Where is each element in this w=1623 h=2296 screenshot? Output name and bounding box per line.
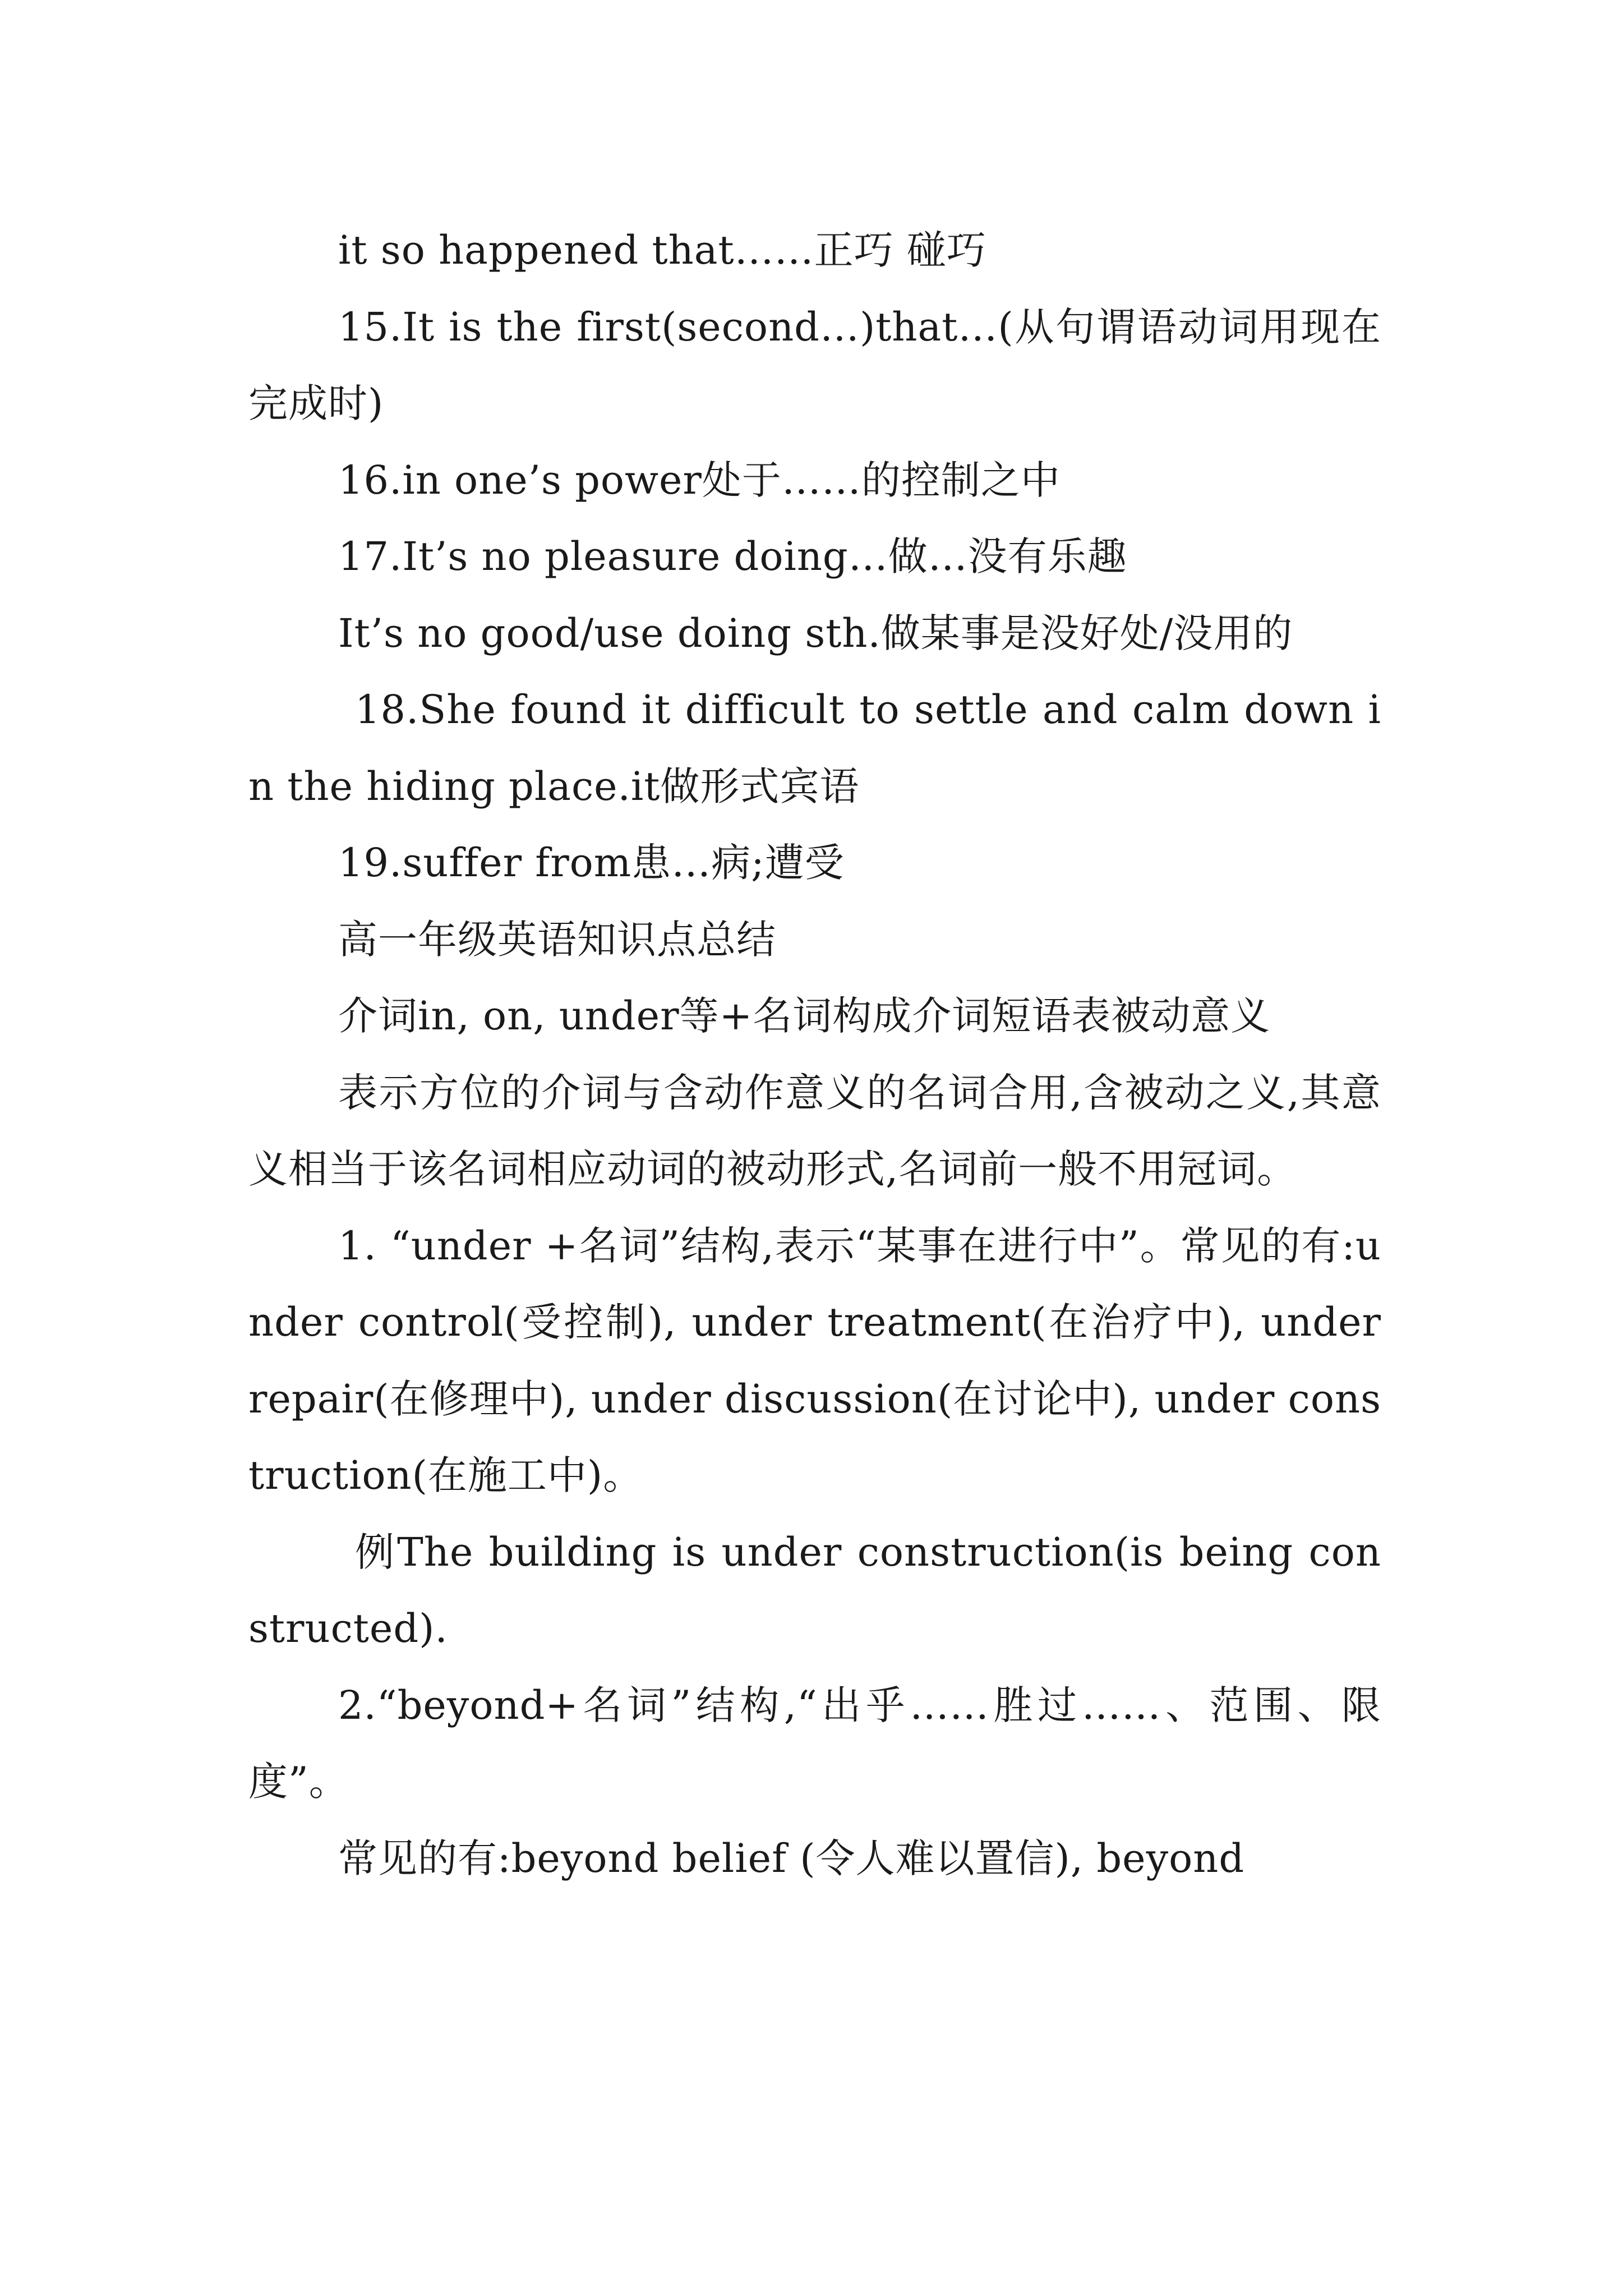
- paragraph-16: 16.in one’s power处于……的控制之中: [338, 457, 1061, 503]
- document-body: [248, 212, 1381, 1897]
- paragraph-beyond-structure: 2.“beyond+名词”结构,“出乎……胜过……、范围、限度”。: [248, 1682, 1381, 1805]
- paragraph-19: 19.suffer from患…病;遭受: [338, 840, 845, 886]
- paragraph-no-good-use: It’s no good/use doing sth.做某事是没好处/没用的: [338, 610, 1293, 656]
- paragraph-17: 17.It’s no pleasure doing…做…没有乐趣: [338, 533, 1127, 579]
- paragraph-example: 例The building is under construction(is being constructed).: [248, 1529, 1381, 1651]
- paragraph-so-happened: it so happened that……正巧 碰巧: [338, 227, 986, 273]
- section-heading: 高一年级英语知识点总结: [338, 916, 776, 963]
- paragraph-prepositions-explanation: 表示方位的介词与含动作意义的名词合用,含被动之义,其意义相当于该名词相应动词的被动形式,名词前一般不用冠词。: [248, 1069, 1381, 1192]
- paragraph-prepositions-intro: 介词in, on, under等+名词构成介词短语表被动意义: [338, 993, 1271, 1039]
- paragraph-18: 18.She found it difficult to settle and calm down in the hiding place.it做形式宾语: [248, 687, 1381, 809]
- paragraph-15: 15.It is the first(second…)that…(从句谓语动词用现在完成时): [248, 303, 1381, 426]
- paragraph-beyond-examples: 常见的有:beyond belief (令人难以置信), beyond: [338, 1835, 1245, 1881]
- paragraph-under-structure: 1. “under +名词”结构,表示“某事在进行中”。常见的有:under control(受控制), under treatment(在治疗中), under repair(在修理中), under discussion(在讨论中), under construction(在施工中)。: [248, 1222, 1381, 1498]
